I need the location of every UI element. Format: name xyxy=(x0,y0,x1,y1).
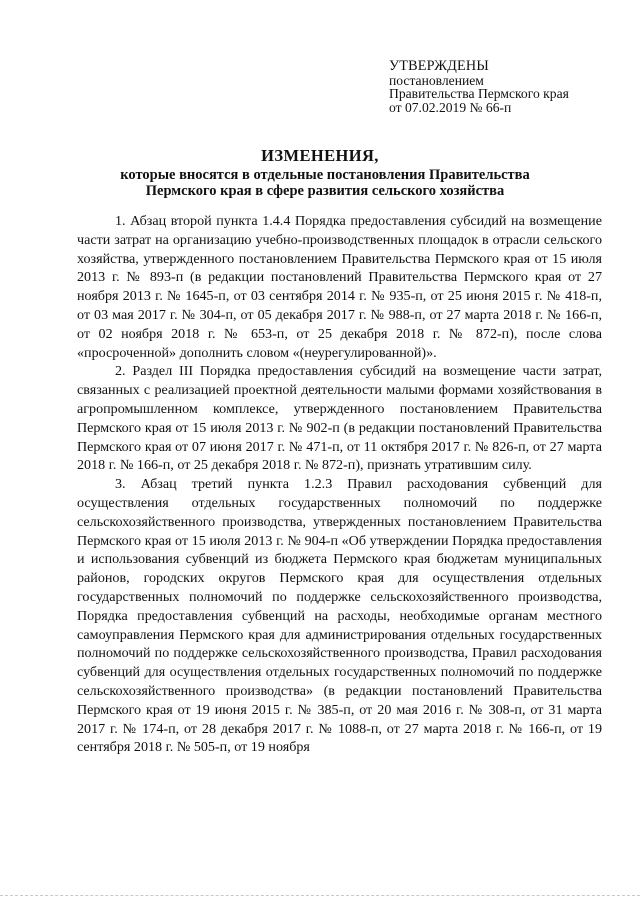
paragraph-2: 2. Раздел III Порядка предоставления субсидий на возмещение части затрат, связанных с реализацией проектной деятельности малыми формами хозяйствования в агропромышленном комплексе, утвержденного постановлением Правительства Пермского края от 15 июля 2013 г. № 902-п (в редакции постановлений Правительства Пермского края от 07 июня 2017 г. № 471-п, от 11 октября 2017 г. № 826-п, от 27 марта 2018 г. № 166-п, от 25 декабря 2018 г. № 872-п), признать утратившим силу. xyxy=(77,363,602,474)
document-subtitle xyxy=(110,168,540,199)
approval-authority: Правительства Пермского края xyxy=(389,86,569,101)
approval-date-number: от 07.02.2019 № 66-п xyxy=(389,99,512,115)
subtitle-line-1: которые вносятся в отдельные постановления Правительства xyxy=(120,167,530,183)
document-body xyxy=(77,212,602,757)
subtitle-line-2: Пермского края в сфере развития сельского хозяйства xyxy=(145,182,505,199)
scan-edge-line xyxy=(0,895,640,896)
paragraph-1: 1. Абзац второй пункта 1.4.4 Порядка предоставления субсидий на возмещение части затрат на организацию учебно-производственных площадок в отрасли сельского хозяйства, утвержденного постановлением Правительства Пермского края от 15 июля 2013 г. № 893-п (в редакции постановлений Правительства Пермского края от 27 ноября 2013 г. № 1645-п, от 03 сентября 2014 г. № 935-п, от 25 июня 2015 г. № 418-п, от 03 мая 2017 г. № 304-п, от 05 декабря 2017 г. № 988-п, от 27 марта 2018 г. № 166-п, от 02 ноября 2018 г. № 653-п, от 25 декабря 2018 г. № 872-п), после слова «просроченной» дополнить словом «(неурегулированной)». xyxy=(77,213,602,361)
paragraph-3: 3. Абзац третий пункта 1.2.3 Правил расходования субвенций для осуществления отдельных государственных полномочий по поддержке сельскохозяйственного производства, утвержденных постановлением Правительства Пермского края от 15 июля 2013 г. № 904-п «Об утверждении Порядка предоставления и использования субвенций из бюджета Пермского края бюджетам муниципальных районов, городских округов Пермского края для осуществления отдельных государственных полномочий по поддержке сельскохозяйственного производства, Порядка предоставления субвенций на расходы, необходимые органам местного самоуправления Пермского края для администрирования отдельных государственных полномочий по поддержке сельскохозяйственного производства, Правил расходования субвенций для осуществления отдельных государственных полномочий по поддержке сельскохозяйственного производства» (в редакции постановлений Правительства Пермского края от 19 июня 2015 г. № 385-п, от 20 мая 2016 г. № 308-п, от 31 марта 2017 г. № 174-п, от 28 декабря 2017 г. № 1088-п, от 27 марта 2018 г. № 166-п, от 19 сентября 2018 г. № 505-п, от 19 ноября xyxy=(77,476,602,756)
approval-word: УТВЕРЖДЕНЫ xyxy=(389,58,489,74)
approval-resolution-label: постановлением xyxy=(389,72,484,88)
document-title: ИЗМЕНЕНИЯ, xyxy=(261,146,379,165)
approval-stamp xyxy=(389,60,619,114)
